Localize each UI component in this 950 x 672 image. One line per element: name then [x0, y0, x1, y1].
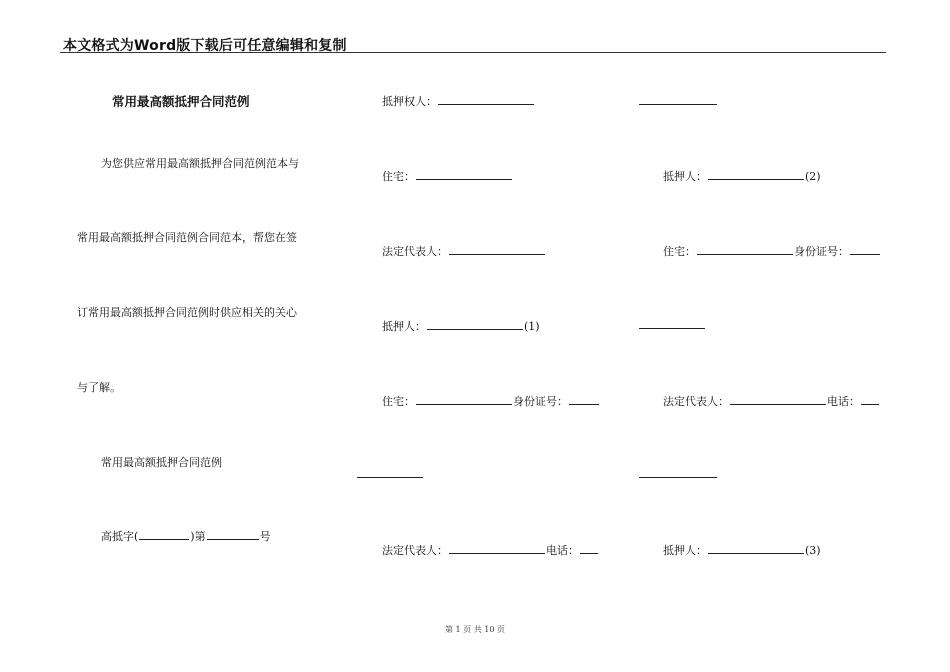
mortgagee-field — [382, 93, 535, 109]
mortgagor-2-label: 抵押人： — [663, 170, 707, 183]
mortgagor-2-address-field — [663, 243, 881, 259]
address-label: 住宅： — [382, 395, 415, 408]
id-number-blank[interactable] — [569, 393, 599, 405]
mortgagor-2-blank[interactable] — [708, 168, 804, 180]
phone-label: 电话： — [827, 395, 860, 408]
mortgagor-2-suffix: (2) — [805, 170, 821, 183]
header-rule — [60, 52, 886, 53]
document-header-title: 本文格式为Word版下载后可任意编辑和复制 — [63, 38, 347, 54]
mortgagor-3-suffix: (3) — [805, 544, 821, 557]
number-year-blank[interactable] — [139, 528, 189, 540]
mortgagor-1-label: 抵押人： — [382, 320, 426, 333]
mortgagor-1-suffix: (1) — [524, 320, 540, 333]
address-blank[interactable] — [697, 243, 793, 255]
blank-continuation-line[interactable] — [639, 104, 717, 105]
contract-subtitle: 常用最高额抵押合同范例 — [101, 456, 222, 469]
intro-paragraph-line-1: 为您供应常用最高额抵押合同范例范本与 — [101, 157, 299, 170]
number-label-middle: )第 — [190, 530, 206, 543]
id-number-blank[interactable] — [850, 243, 880, 255]
address-blank[interactable] — [416, 393, 512, 405]
intro-paragraph-line-2: 常用最高额抵押合同范例合同范本，帮您在签 — [77, 231, 297, 244]
phone-label: 电话： — [546, 544, 579, 557]
legal-rep-label: 法定代表人： — [382, 544, 448, 557]
mortgagor-1-field — [382, 318, 540, 334]
legal-rep-blank[interactable] — [449, 243, 545, 255]
mortgagor-1-blank[interactable] — [427, 318, 523, 330]
legal-rep-blank[interactable] — [730, 393, 826, 405]
id-number-label: 身份证号： — [794, 245, 849, 258]
number-label-suffix: 号 — [259, 530, 271, 543]
id-number-label: 身份证号： — [513, 395, 568, 408]
phone-blank[interactable] — [580, 542, 598, 554]
blank-continuation-line[interactable] — [639, 477, 717, 478]
mortgagor-3-field — [663, 542, 821, 558]
mortgagor-3-blank[interactable] — [708, 542, 804, 554]
blank-continuation-line[interactable] — [639, 328, 705, 329]
phone-blank[interactable] — [861, 393, 879, 405]
intro-paragraph-line-4: 与了解。 — [77, 381, 121, 394]
mortgagee-blank[interactable] — [438, 93, 534, 105]
page-number: 第 1 页 共 10 页 — [445, 625, 505, 634]
intro-paragraph-line-3: 订常用最高额抵押合同范例时供应相关的关心 — [77, 306, 297, 319]
contract-number-line — [101, 528, 271, 544]
mortgagee-address-field — [382, 168, 513, 184]
mortgagor-2-field — [663, 168, 821, 184]
mortgagor-1-address-field — [382, 393, 600, 409]
number-label-prefix: 高抵字( — [101, 530, 139, 543]
mortgagor-3-label: 抵押人： — [663, 544, 707, 557]
mortgagor-1-legal-rep-field — [382, 542, 599, 558]
address-blank[interactable] — [416, 168, 512, 180]
address-label: 住宅： — [663, 245, 696, 258]
mortgagee-label: 抵押权人： — [382, 95, 437, 108]
legal-rep-label: 法定代表人： — [382, 245, 448, 258]
legal-rep-label: 法定代表人： — [663, 395, 729, 408]
number-seq-blank[interactable] — [207, 528, 259, 540]
mortgagor-2-legal-rep-field — [663, 393, 880, 409]
mortgagee-legal-rep-field — [382, 243, 546, 259]
blank-continuation-line[interactable] — [357, 477, 423, 478]
address-label: 住宅： — [382, 170, 415, 183]
document-title: 常用最高额抵押合同范例 — [112, 94, 250, 109]
legal-rep-blank[interactable] — [449, 542, 545, 554]
